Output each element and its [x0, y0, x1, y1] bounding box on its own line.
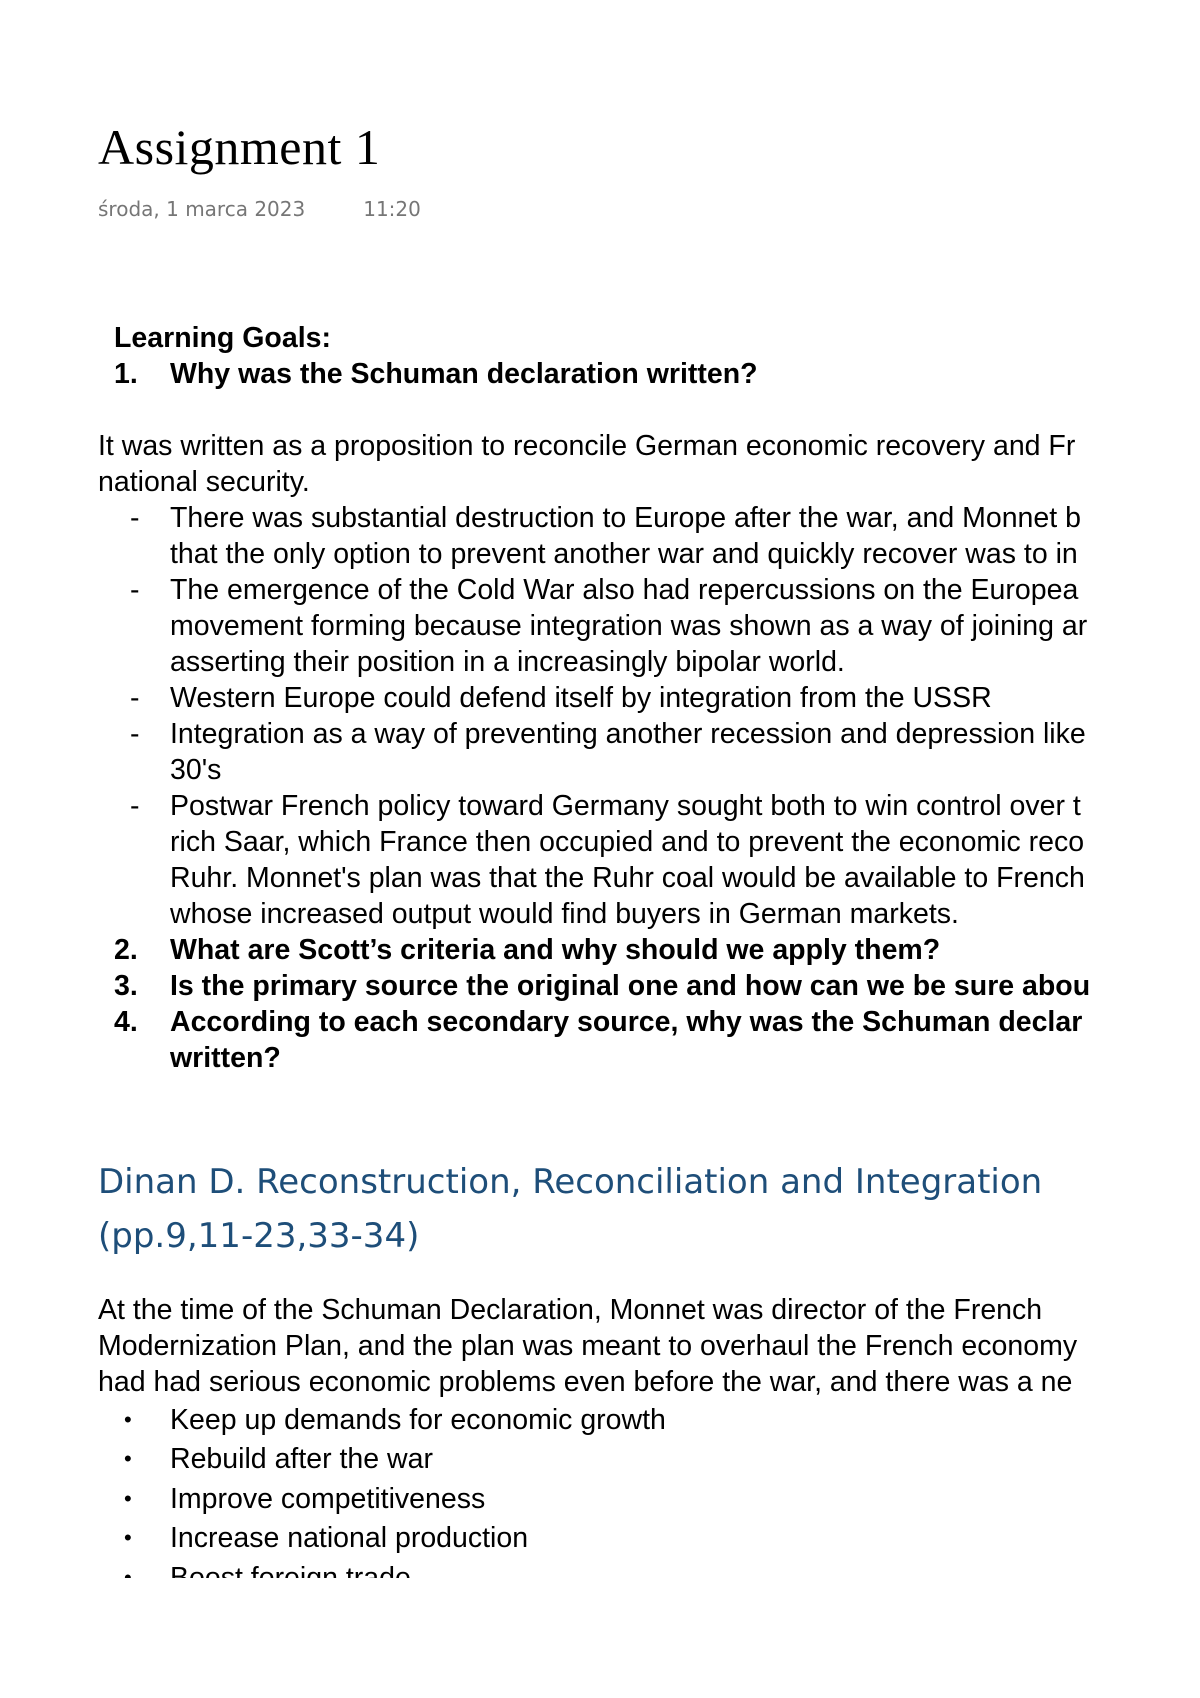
list-item-line: movement forming because integration was shown as a way of joining ar	[170, 610, 1088, 642]
list-item-text: Increase national production	[170, 1522, 529, 1555]
goal-3	[98, 968, 1200, 1004]
bullet-icon: •	[124, 1406, 132, 1432]
bullet-list	[98, 1400, 1200, 1598]
goal-1	[98, 356, 1200, 392]
learning-goals-section	[98, 320, 1200, 1076]
page-date: środa, 1 marca 2023	[98, 197, 306, 221]
goal-number: 3.	[114, 970, 138, 1002]
bullet-icon: •	[124, 1485, 132, 1511]
dash-marker: -	[130, 502, 140, 534]
list-item	[98, 788, 1200, 932]
dash-marker: -	[130, 718, 140, 750]
list-item	[98, 1400, 1200, 1440]
section-body	[98, 1292, 1200, 1598]
section-heading-line: (pp.9,11-23,33-34)	[98, 1216, 420, 1256]
goal-number: 1.	[114, 358, 138, 390]
paragraph-line: Modernization Plan, and the plan was meant to overhaul the French economy	[98, 1330, 1078, 1362]
bullet-icon: •	[124, 1525, 132, 1551]
goal-question: written?	[170, 1042, 281, 1074]
list-item-text: Improve competitiveness	[170, 1482, 486, 1515]
list-item-line: The emergence of the Cold War also had repercussions on the Europea	[170, 574, 1079, 606]
goal-number: 2.	[114, 934, 138, 966]
list-item-line: Postwar French policy toward Germany sought both to win control over t	[170, 790, 1081, 822]
list-item-line: that the only option to prevent another war and quickly recover was to in	[170, 538, 1078, 570]
list-item-line: Ruhr. Monnet's plan was that the Ruhr coal would be available to French	[170, 862, 1085, 894]
list-item-text: Rebuild after the war	[170, 1443, 433, 1476]
list-item	[98, 1479, 1200, 1519]
list-item	[98, 680, 1200, 716]
page-bottom-clip	[0, 1578, 1200, 1698]
list-item-line: whose increased output would find buyers in German markets.	[170, 898, 959, 930]
list-item-line: Integration as a way of preventing another recession and depression like	[170, 718, 1086, 750]
goal-question: What are Scott’s criteria and why should we apply them?	[170, 934, 941, 966]
list-item	[98, 1440, 1200, 1480]
paragraph-line: At the time of the Schuman Declaration, Monnet was director of the French	[98, 1294, 1043, 1326]
list-item-line: There was substantial destruction to Europe after the war, and Monnet b	[170, 502, 1081, 534]
list-item	[98, 716, 1200, 788]
page-time: 11:20	[363, 197, 421, 221]
list-item-text: Keep up demands for economic growth	[170, 1403, 666, 1436]
list-item-line: Western Europe could defend itself by integration from the USSR	[170, 682, 992, 714]
learning-goals-label: Learning Goals:	[114, 322, 331, 354]
goal-4	[98, 1004, 1200, 1040]
dash-marker: -	[130, 790, 140, 822]
list-item-line: 30's	[170, 754, 222, 786]
goal-2	[98, 932, 1200, 968]
list-item-line: rich Saar, which France then occupied and to prevent the economic reco	[170, 826, 1085, 858]
goal-question: Why was the Schuman declaration written?	[170, 358, 758, 390]
goal-number: 4.	[114, 1006, 138, 1038]
answer-line: national security.	[98, 466, 310, 498]
list-item	[98, 500, 1200, 572]
list-item-line: asserting their position in a increasingly bipolar world.	[170, 646, 845, 678]
goal-4-continued	[98, 1040, 1200, 1076]
goal-question: Is the primary source the original one and how can we be sure abou	[170, 970, 1091, 1002]
list-item	[98, 1519, 1200, 1559]
goal-question: According to each secondary source, why was the Schuman declar	[170, 1006, 1083, 1038]
answer-line: It was written as a proposition to reconcile German economic recovery and Fr	[98, 430, 1076, 462]
section-heading	[98, 1155, 1042, 1263]
list-item	[98, 572, 1200, 680]
section-heading-line: Dinan D. Reconstruction, Reconciliation and Integration	[98, 1162, 1043, 1202]
dash-marker: -	[130, 574, 140, 606]
dash-marker: -	[130, 682, 140, 714]
paragraph-line: had had serious economic problems even before the war, and there was a ne	[98, 1366, 1073, 1398]
bullet-icon: •	[124, 1446, 132, 1472]
page-title: Assignment 1	[98, 119, 381, 175]
page-timestamp	[98, 197, 421, 221]
